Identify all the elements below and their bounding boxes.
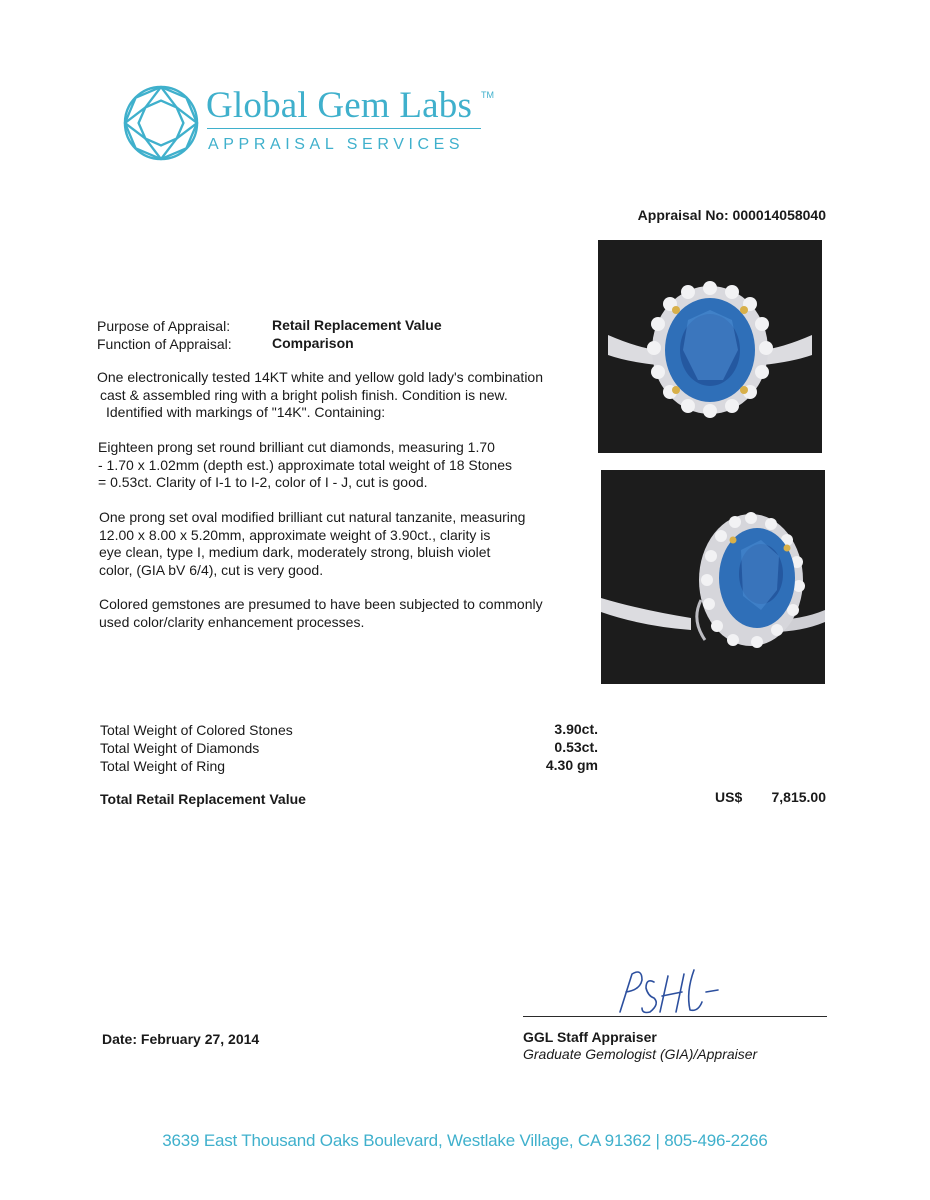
brand-divider bbox=[207, 128, 481, 129]
total-retail-value-label: Total Retail Replacement Value bbox=[100, 791, 306, 807]
text-line: Identified with markings of "14K". Containing: bbox=[106, 404, 386, 420]
handwritten-signature bbox=[590, 962, 730, 1022]
text-line: = 0.53ct. Clarity of I-1 to I-2, color of I - J, cut is good. bbox=[98, 474, 428, 490]
text-line: - 1.70 x 1.02mm (depth est.) approximate total weight of 18 Stones bbox=[98, 456, 512, 473]
appraisal-number: Appraisal No: 000014058040 bbox=[637, 207, 826, 223]
purpose-label: Purpose of Appraisal: bbox=[97, 318, 231, 334]
appraisal-date: Date: February 27, 2014 bbox=[102, 1031, 260, 1047]
text-line: used color/clarity enhancement processes. bbox=[99, 613, 365, 630]
total-ring-weight-value: 4.30 gm bbox=[545, 757, 598, 773]
diamonds-description bbox=[98, 439, 512, 492]
text-line: eye clean, type I, medium dark, moderately strong, bluish violet bbox=[99, 544, 491, 560]
ring-photo-side-view bbox=[601, 470, 825, 684]
text-line: cast & assembled ring with a bright polish finish. Condition is new. bbox=[100, 386, 508, 403]
purpose-value: Retail Replacement Value bbox=[272, 317, 442, 333]
total-colored-stones-label: Total Weight of Colored Stones bbox=[100, 722, 293, 738]
currency-label: US$ bbox=[715, 789, 743, 805]
text-line: One electronically tested 14KT white and yellow gold lady's combination bbox=[97, 369, 543, 385]
text-line: color, (GIA bV 6/4), cut is very good. bbox=[99, 561, 324, 578]
total-colored-stones-value: 3.90ct. bbox=[554, 721, 598, 737]
brand-subtitle: APPRAISAL SERVICES bbox=[208, 136, 465, 153]
total-retail-value: 7,815.00 bbox=[771, 789, 826, 805]
total-ring-weight-label: Total Weight of Ring bbox=[100, 758, 226, 774]
text-line: Colored gemstones are presumed to have been subjected to commonly bbox=[99, 596, 543, 612]
text-line: 12.00 x 8.00 x 5.20mm, approximate weight of 3.90ct., clarity is bbox=[99, 526, 491, 543]
enhancement-disclaimer bbox=[99, 596, 543, 631]
text-line: Eighteen prong set round brilliant cut diamonds, measuring 1.70 bbox=[98, 439, 495, 455]
brand-name: Global Gem Labs bbox=[206, 85, 473, 126]
function-value: Comparison bbox=[272, 335, 354, 351]
trademark-symbol: TM bbox=[481, 90, 494, 100]
total-diamonds-label: Total Weight of Diamonds bbox=[100, 740, 260, 756]
text-line: One prong set oval modified brilliant cut natural tanzanite, measuring bbox=[99, 509, 526, 525]
round-brilliant-gem-icon bbox=[122, 84, 200, 162]
signature-line bbox=[523, 1016, 827, 1017]
function-label: Function of Appraisal: bbox=[97, 336, 232, 352]
total-diamonds-value: 0.53ct. bbox=[554, 739, 598, 755]
ring-description bbox=[97, 369, 543, 422]
footer-address: 3639 East Thousand Oaks Boulevard, Westlake Village, CA 91362 | 805-496-2266 bbox=[162, 1131, 768, 1150]
appraiser-title: Graduate Gemologist (GIA)/Appraiser bbox=[523, 1046, 758, 1062]
ring-photo-top-view bbox=[598, 240, 822, 453]
appraiser-name: GGL Staff Appraiser bbox=[523, 1029, 657, 1045]
tanzanite-description bbox=[99, 509, 525, 579]
